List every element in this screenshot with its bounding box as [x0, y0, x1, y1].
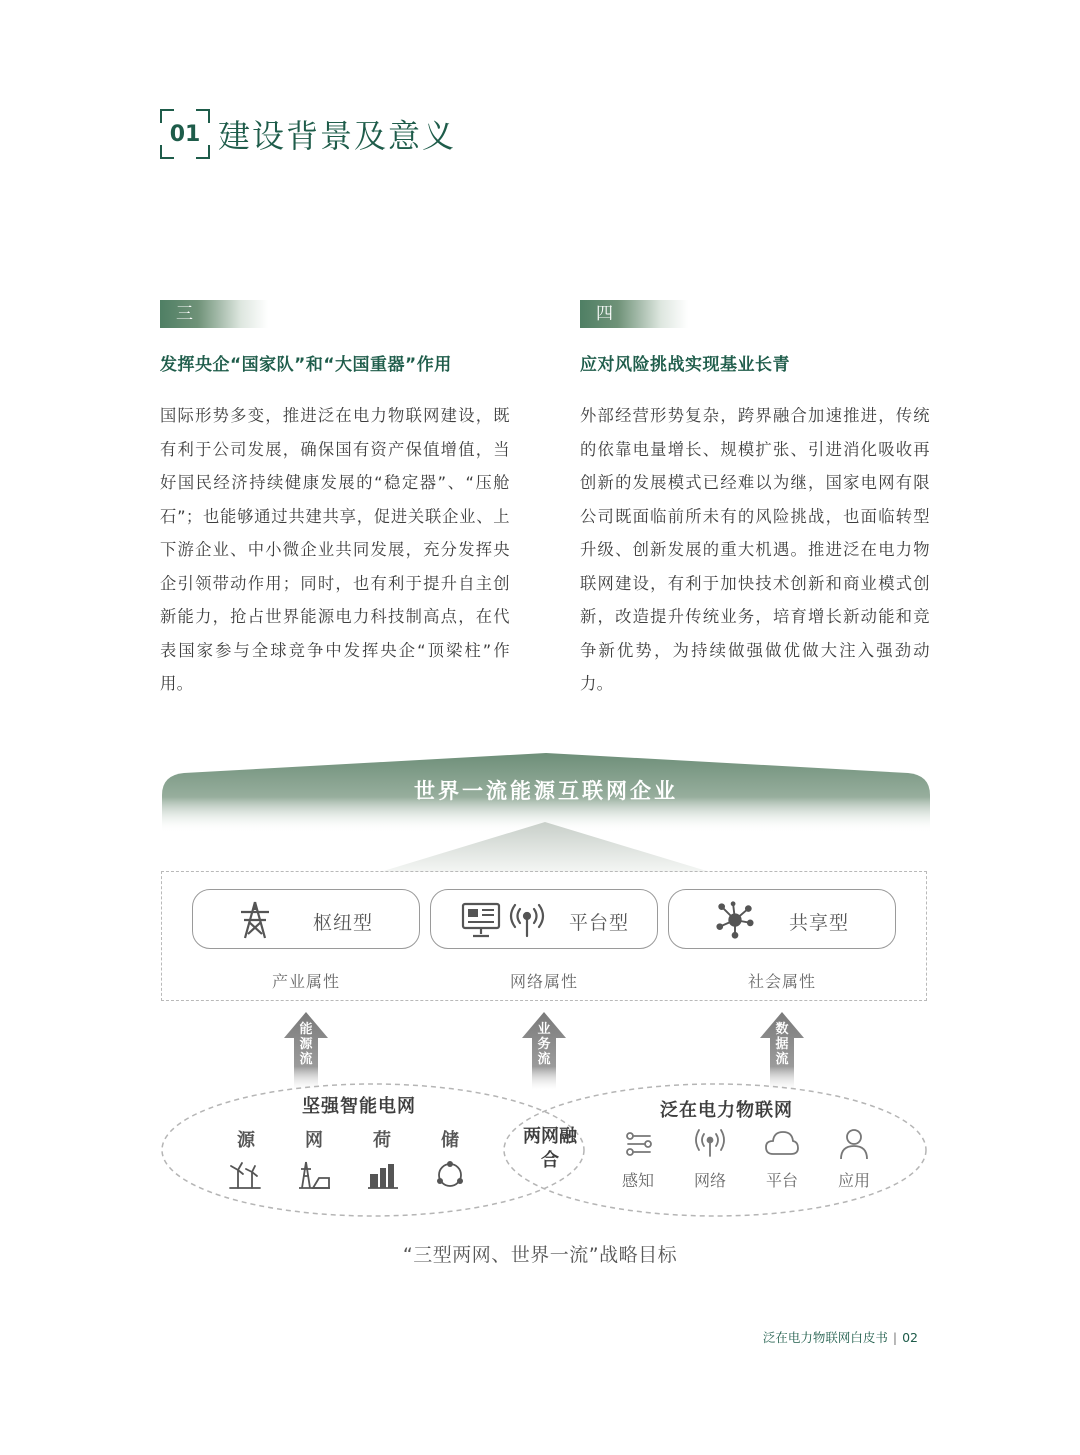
chapter-number-box [160, 109, 210, 159]
two-grid-merge-label: 两网融合 [523, 1126, 577, 1171]
type-label: 平台型 [569, 912, 630, 934]
sensor-icon [624, 1128, 654, 1158]
section-body: 国际形势多变，推进泛在电力物联网建设，既有利于公司发展，确保国有资产保值增值，当好国民经济持续健康发展的“稳定器”、“压舱石”；也能够通过共建共享，促进关联企业、上下游企业、中小微企业共同发展，充分发挥央企引领带动作用；同时，也有利于提升自主创新能力，抢占世界能源电力科技制高点，在代表国家参与全球竞争中发挥央企“顶梁柱”作用。 [160, 406, 510, 693]
smart-grid-title: 坚强智能电网 [302, 1096, 416, 1117]
footer-title: 泛在电力物联网白皮书 [762, 1330, 888, 1345]
flow-arrow-data [758, 1012, 806, 1090]
grid-item-storage: 储 [441, 1130, 459, 1151]
type-card-share [668, 889, 896, 949]
flow-label: 业务流 [537, 1022, 551, 1067]
section-heading: 发挥央企“国家队”和“大国重器”作用 [160, 355, 452, 375]
power-tower-icon [237, 900, 273, 940]
up-arrow-icon [380, 822, 710, 872]
iot-item-sensing: 感知 [621, 1171, 654, 1190]
storage-cycle-icon [435, 1160, 465, 1190]
network-share-icon [713, 900, 757, 940]
iot-title: 泛在电力物联网 [660, 1100, 793, 1121]
page-footer [763, 1328, 918, 1346]
grid-station-icon [297, 1160, 331, 1190]
iot-item-platform: 平台 [765, 1171, 798, 1190]
chapter-title: 建设背景及意义 [218, 117, 457, 155]
flow-label: 能源流 [299, 1022, 313, 1067]
monitor-signal-icon [461, 900, 545, 940]
user-icon [839, 1128, 869, 1160]
chapter-header [160, 108, 456, 160]
type-label: 共享型 [789, 912, 850, 934]
grid-item-load: 荷 [373, 1130, 391, 1151]
type-attribute: 产业属性 [271, 972, 340, 991]
goal-banner [162, 753, 930, 833]
factory-load-icon [366, 1160, 400, 1190]
iot-item-network: 网络 [693, 1171, 726, 1190]
flow-arrow-business [520, 1012, 568, 1090]
cloud-icon [764, 1128, 800, 1158]
section-tag: 四 [580, 300, 688, 328]
wind-turbine-icon [228, 1160, 262, 1190]
chapter-number: 01 [169, 121, 201, 147]
type-card-hub [192, 889, 420, 949]
flow-label: 数据流 [775, 1022, 789, 1067]
section-body: 外部经营形势复杂，跨界融合加速推进，传统的依靠电量增长、规模扩张、引进消化吸收再创新的发展模式已经难以为继，国家电网有限公司既面临前所未有的风险挑战，也面临转型升级、创新发展的重大机遇。推进泛在电力物联网建设，有利于加快技术创新和商业模式创新，改造提升传统业务，培育增长新动能和竞争新优势，为持续做强做优做大注入强劲动力。 [580, 406, 930, 693]
type-attribute: 网络属性 [509, 972, 578, 991]
section-heading: 应对风险挑战实现基业长青 [580, 355, 790, 375]
three-types-box [161, 871, 927, 1001]
section-tag: 三 [160, 300, 268, 328]
type-attribute: 社会属性 [747, 972, 816, 991]
goal-title: 世界一流能源互联网企业 [414, 779, 678, 803]
diagram-caption: “三型两网、世界一流”战略目标 [402, 1244, 678, 1266]
grid-item-source: 源 [237, 1130, 255, 1151]
flow-arrow-energy [282, 1012, 330, 1090]
footer-separator: | [892, 1329, 898, 1345]
signal-icon [694, 1128, 726, 1158]
type-label: 枢纽型 [313, 912, 374, 934]
grid-item-network: 网 [305, 1130, 323, 1151]
section-four [580, 300, 930, 701]
type-card-platform [430, 889, 658, 949]
iot-item-application: 应用 [837, 1171, 870, 1190]
section-three [160, 300, 510, 701]
page-number: 02 [902, 1329, 918, 1345]
